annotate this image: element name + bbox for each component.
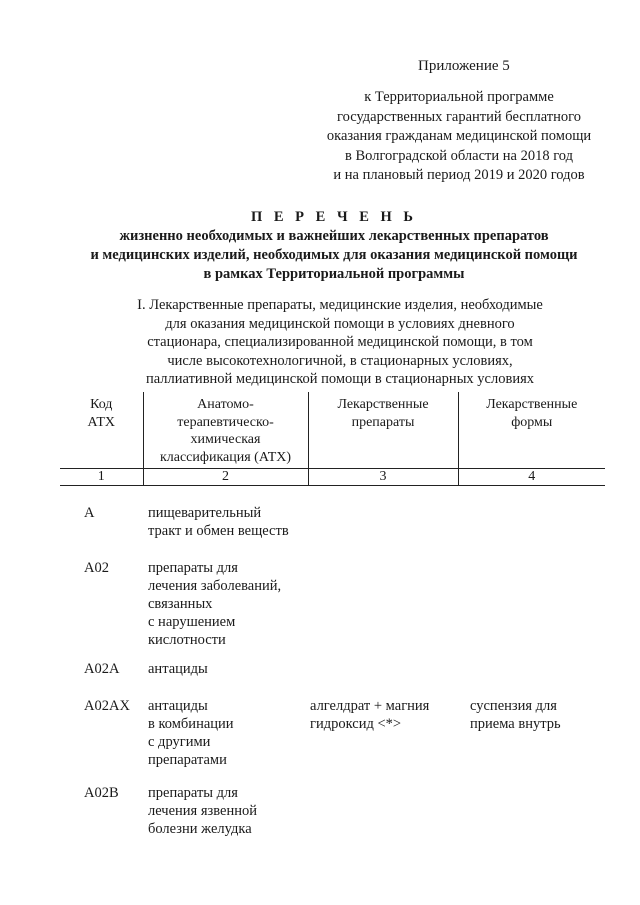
column-number: 4 <box>458 469 605 486</box>
atc-classification: препараты для лечения заболеваний, связанных с нарушением кислотности <box>148 560 282 648</box>
column-header-forms: Лекарственные формы <box>458 392 605 469</box>
column-number: 2 <box>143 469 308 486</box>
atc-code: A <box>84 505 95 521</box>
appendix-subtitle-line: к Территориальной программе <box>364 89 554 105</box>
appendix-title: Приложение 5 <box>418 58 510 74</box>
appendix-subtitle-line: оказания гражданам медицинской помощи <box>326 128 592 144</box>
heading-line: жизненно необходимых и важнейших лекарственных препаратов <box>119 228 549 244</box>
table-header <box>60 392 605 486</box>
section-title <box>100 296 580 389</box>
appendix-subtitle-line: и на плановый период 2019 и 2020 годов <box>333 167 585 183</box>
heading-line: в рамках Территориальной программы <box>203 266 465 282</box>
appendix-subtitle <box>300 88 618 186</box>
heading-title: П Е Р Е Ч Е Н Ь <box>250 209 418 225</box>
section-line: числе высокотехнологичной, в стационарных условиях, <box>167 352 513 369</box>
section-line: I. Лекарственные препараты, медицинские изделия, необходимые <box>137 297 543 313</box>
column-header-drugs: Лекарственные препараты <box>308 392 458 469</box>
atc-classification: пищеварительный тракт и обмен веществ <box>148 505 289 539</box>
section-line: паллиативной медицинской помощи в стационарных условиях <box>145 371 535 387</box>
appendix-subtitle-line: государственных гарантий бесплатного <box>337 108 581 125</box>
atc-classification: антациды в комбинации с другими препаратами <box>148 698 234 768</box>
dosage-form: суспензия для приема внутрь <box>470 698 561 732</box>
atc-classification: препараты для лечения язвенной болезни желудка <box>148 785 257 837</box>
atc-code: A02AX <box>84 698 130 714</box>
drug-name: алгелдрат + магния гидроксид <*> <box>310 698 430 732</box>
atc-classification: антациды <box>148 661 208 677</box>
column-header-code: Код АТХ <box>60 392 143 469</box>
atc-code: A02B <box>84 785 119 801</box>
section-line: стационара, специализированной медицинской помощи, в том <box>147 334 533 350</box>
atc-code: A02A <box>84 661 120 677</box>
column-number: 1 <box>60 469 143 486</box>
appendix-subtitle-line: в Волгоградской области на 2018 год <box>345 147 573 164</box>
column-number: 3 <box>308 469 458 486</box>
heading-line: и медицинских изделий, необходимых для оказания медицинской помощи <box>90 247 578 263</box>
section-line: для оказания медицинской помощи в условиях дневного <box>165 315 515 332</box>
column-header-classification: Анатомо- терапевтическо- химическая классификация (АТХ) <box>143 392 308 469</box>
atc-code: A02 <box>84 560 109 576</box>
document-heading <box>60 208 608 284</box>
